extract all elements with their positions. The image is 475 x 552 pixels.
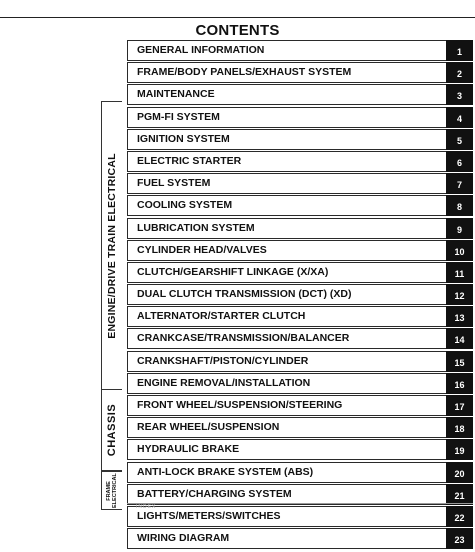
toc-section-label: REAR WHEEL/SUSPENSION — [137, 421, 280, 434]
toc-section-number: 17 — [446, 395, 473, 416]
toc-section-number: 14 — [446, 328, 473, 349]
toc-section-number: 10 — [446, 240, 473, 261]
toc-section-label: LIGHTS/METERS/SWITCHES — [137, 509, 281, 522]
toc-section-number: 20 — [446, 462, 473, 483]
toc-section-number: 16 — [446, 373, 473, 394]
toc-section-label: FUEL SYSTEM — [137, 177, 211, 190]
cutoff-label: INDEX — [136, 504, 157, 510]
toc-section-label: HYDRAULIC BRAKE — [137, 443, 240, 456]
toc-section-13[interactable] — [127, 306, 473, 327]
toc-section-number: 12 — [446, 284, 473, 305]
toc-section-number: 18 — [446, 417, 473, 438]
toc-section-number: 6 — [446, 151, 473, 172]
toc-section-19[interactable] — [127, 439, 473, 460]
toc-section-16[interactable] — [127, 373, 473, 394]
toc-section-label: WIRING DIAGRAM — [137, 532, 230, 545]
toc-section-label: FRONT WHEEL/SUSPENSION/STEERING — [137, 399, 343, 411]
toc-section-label: COOLING SYSTEM — [137, 199, 233, 212]
toc-section-number: 15 — [446, 351, 473, 372]
toc-section-9[interactable] — [127, 218, 473, 239]
toc-section-1[interactable] — [127, 40, 473, 61]
toc-section-21[interactable] — [127, 484, 473, 505]
page-title: CONTENTS — [195, 22, 280, 39]
toc-section-number: 7 — [446, 173, 473, 194]
toc-section-number: 2 — [446, 62, 473, 83]
top-divider — [0, 17, 475, 18]
group-label-frame-line2: ELECTRICAL — [112, 472, 118, 508]
toc-section-number: 8 — [446, 195, 473, 216]
toc-section-number: 5 — [446, 129, 473, 150]
toc-section-5[interactable] — [127, 129, 473, 150]
toc-section-label: ELECTRIC STARTER — [137, 154, 242, 167]
toc-section-number: 4 — [446, 107, 473, 128]
toc-section-number: 1 — [446, 40, 473, 61]
group-label-engine: ENGINE/DRIVE TRAIN ELECTRICAL — [106, 152, 118, 339]
group-label-frame-line1: FRAME — [106, 480, 112, 501]
toc-section-23[interactable] — [127, 528, 473, 549]
toc-section-11[interactable] — [127, 262, 473, 283]
toc-section-label: DUAL CLUTCH TRANSMISSION (DCT) (XD) — [137, 288, 352, 301]
toc-section-label: MAINTENANCE — [137, 88, 215, 101]
toc-section-6[interactable] — [127, 151, 473, 172]
toc-section-label: FRAME/BODY PANELS/EXHAUST SYSTEM — [137, 66, 352, 79]
toc-section-label: LUBRICATION SYSTEM — [137, 221, 255, 234]
toc-section-label: ANTI-LOCK BRAKE SYSTEM (ABS) — [137, 465, 314, 478]
group-label-frame-electrical — [106, 474, 118, 508]
group-chassis — [101, 389, 122, 471]
toc-section-number: 21 — [446, 484, 473, 505]
toc-section-20[interactable] — [127, 462, 473, 483]
toc-section-label: ALTERNATOR/STARTER CLUTCH — [137, 310, 306, 323]
group-frame-electrical — [101, 471, 122, 510]
group-engine-drive-train-electrical — [101, 101, 122, 390]
contents-list — [127, 40, 473, 550]
toc-section-number: 23 — [446, 528, 473, 549]
toc-section-label: GENERAL INFORMATION — [137, 44, 265, 56]
toc-section-2[interactable] — [127, 62, 473, 83]
toc-section-7[interactable] — [127, 173, 473, 194]
toc-section-17[interactable] — [127, 395, 473, 416]
toc-section-number: 3 — [446, 84, 473, 105]
toc-section-number: 19 — [446, 439, 473, 460]
toc-section-4[interactable] — [127, 107, 473, 128]
toc-section-3[interactable] — [127, 84, 473, 105]
toc-section-number: 22 — [446, 506, 473, 527]
toc-section-label: CRANKCASE/TRANSMISSION/BALANCER — [137, 332, 350, 345]
toc-section-label: ENGINE REMOVAL/INSTALLATION — [137, 376, 311, 389]
toc-section-10[interactable] — [127, 240, 473, 261]
toc-section-18[interactable] — [127, 417, 473, 438]
toc-section-label: CRANKSHAFT/PISTON/CYLINDER — [137, 354, 309, 367]
toc-section-label: CLUTCH/GEARSHIFT LINKAGE (X/XA) — [137, 265, 329, 278]
toc-section-label: PGM-FI SYSTEM — [137, 110, 220, 123]
toc-section-number: 11 — [446, 262, 473, 283]
toc-section-12[interactable] — [127, 284, 473, 305]
toc-section-label: CYLINDER HEAD/VALVES — [137, 243, 267, 256]
toc-section-label: IGNITION SYSTEM — [137, 132, 230, 145]
toc-section-number: 13 — [446, 306, 473, 327]
toc-section-15[interactable] — [127, 351, 473, 372]
toc-section-8[interactable] — [127, 195, 473, 216]
toc-section-label: BATTERY/CHARGING SYSTEM — [137, 487, 292, 500]
toc-section-14[interactable] — [127, 328, 473, 349]
group-label-chassis: CHASSIS — [106, 403, 118, 457]
toc-section-number: 9 — [446, 218, 473, 239]
